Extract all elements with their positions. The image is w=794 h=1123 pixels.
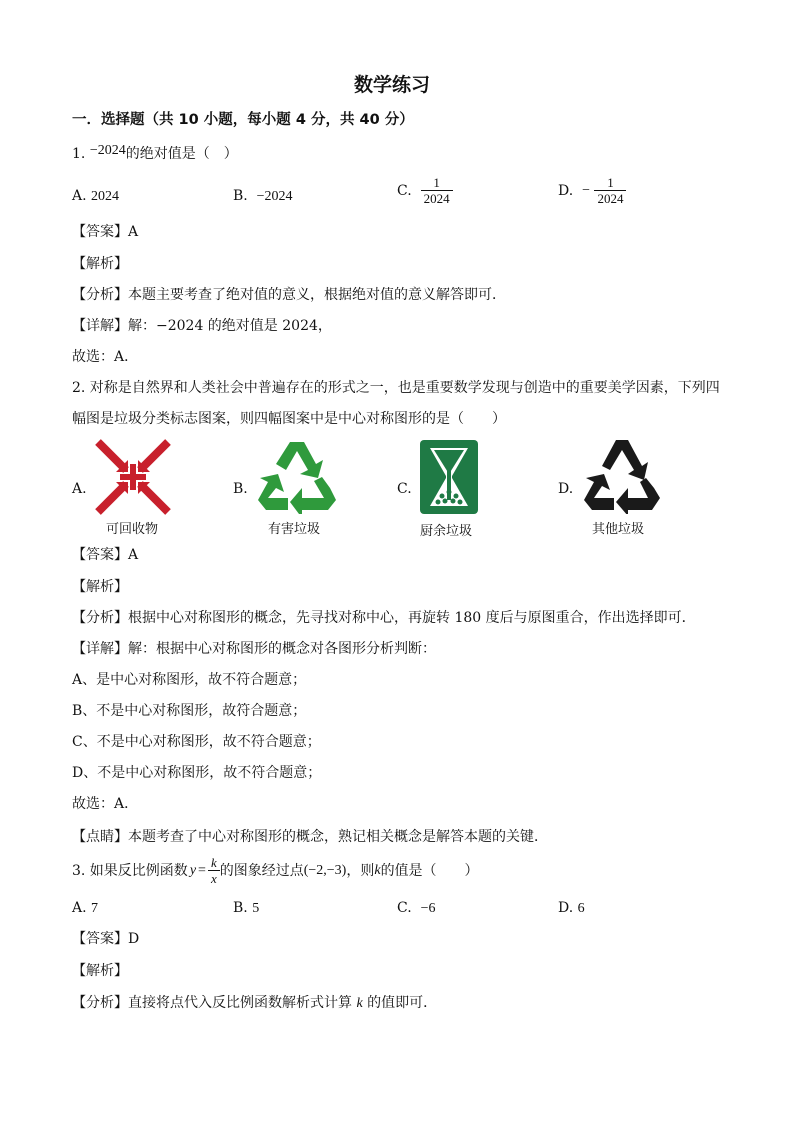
answer-line: 【答案】A [72, 547, 139, 563]
other-waste-icon [582, 436, 662, 514]
numerator: 1 [607, 175, 614, 190]
question-text: 的值是（ ） [380, 863, 479, 879]
option-b [233, 899, 259, 918]
option-a [72, 899, 98, 918]
section-heading: 一．选择题（共 10 小题，每小题 4 分，共 40 分） [72, 112, 414, 128]
hazardous-waste-icon [256, 436, 338, 514]
figure-a-label: A. [72, 481, 87, 497]
choice-text: 故选：A． [72, 349, 139, 365]
figure-a [94, 438, 172, 516]
option-value: 7 [91, 901, 99, 916]
figure-b-label: B. [233, 481, 248, 497]
analysis-item: C、不是中心对称图形，故不符合题意； [72, 734, 321, 750]
question-3-stem [72, 856, 479, 886]
fraction [208, 856, 220, 886]
detail-text: 【详解】解：根据中心对称图形的概念对各图形分析判断： [72, 641, 436, 657]
figure-b [256, 436, 338, 514]
option-label: C. [397, 900, 412, 916]
question-text: 的图象经过点 [219, 863, 304, 879]
equals-sign: = [198, 863, 206, 878]
choice-text: 故选：A． [72, 796, 139, 812]
analysis-text: 【分析】根据中心对称图形的概念，先寻找对称中心，再旋转 180 度后与原图重合，作出选择即可． [72, 610, 696, 626]
question-text: 的绝对值是（ ） [125, 146, 238, 162]
kitchen-waste-icon [418, 438, 480, 516]
figure-b-caption: 有害垃圾 [268, 522, 321, 537]
option-label: A. [72, 188, 87, 204]
option-value: 2024 [91, 189, 120, 204]
question-text: 3. 如果反比例函数 [72, 863, 188, 879]
option-d [558, 899, 585, 918]
comment-text: 【点睛】本题考查了中心对称图形的概念，熟记相关概念是解答本题的关键． [72, 829, 548, 845]
figure-d [582, 436, 662, 514]
answer-line: 【答案】D [72, 931, 140, 947]
analysis-text: 【分析】本题主要考查了绝对值的意义，根据绝对值的意义解答即可． [72, 287, 506, 303]
figure-c-label: C. [397, 481, 412, 497]
option-label: C. [397, 183, 412, 199]
option-value: −2024 [256, 189, 293, 204]
denominator: 2024 [594, 190, 626, 206]
option-value: 6 [577, 901, 585, 916]
numerator: k [210, 855, 217, 870]
variable-y: y [189, 863, 197, 878]
variable-k: k [356, 996, 363, 1011]
option-c [397, 176, 453, 206]
analysis-item: A、是中心对称图形，故不符合题意； [72, 672, 307, 688]
fraction [594, 176, 626, 206]
figure-c [418, 438, 480, 516]
option-label: A. [72, 900, 87, 916]
question-2-stem-line-1: 2. 对称是自然界和人类社会中普遍存在的形式之一，也是重要数学发现与创造中的重要美学因素，下列四 [72, 380, 720, 396]
analysis-item: B、不是中心对称图形，故符合题意； [72, 703, 307, 719]
analysis-text-part: 的值即可． [367, 995, 438, 1011]
math-expression: −2024 [89, 143, 126, 158]
denominator: 2024 [421, 190, 453, 206]
answer-line: 【答案】A [72, 224, 139, 240]
question-text: ，则 [346, 863, 375, 879]
denominator: x [208, 870, 220, 886]
option-label: D. [558, 183, 574, 199]
analysis-text [72, 994, 437, 1013]
detail-text: 【详解】解：−2024 的绝对值是 2024， [72, 318, 332, 334]
point-coordinates: (−2,−3) [303, 863, 347, 878]
figure-d-label: D. [558, 481, 574, 497]
figure-d-caption: 其他垃圾 [592, 522, 645, 537]
analysis-heading: 【解析】 [72, 963, 128, 979]
option-a [72, 187, 119, 206]
numerator: 1 [433, 175, 440, 190]
question-number: 1. [72, 146, 86, 162]
question-1-stem [72, 145, 238, 164]
fraction [421, 176, 453, 206]
figure-a-caption: 可回收物 [106, 522, 159, 537]
figure-c-caption: 厨余垃圾 [420, 524, 473, 539]
option-b [233, 187, 293, 206]
analysis-item: D、不是中心对称图形，故不符合题意； [72, 765, 322, 781]
recyclable-icon [94, 438, 172, 516]
option-d [558, 176, 626, 206]
option-label: B. [233, 900, 248, 916]
analysis-text-part: 【分析】直接将点代入反比例函数解析式计算 [72, 995, 352, 1011]
option-label: B. [233, 188, 248, 204]
question-2-stem-line-2: 幅图是垃圾分类标志图案，则四幅图案中是中心对称图形的是（ ） [72, 411, 506, 427]
option-c [397, 899, 435, 918]
option-label: D. [558, 900, 574, 916]
minus-sign: − [582, 183, 590, 198]
analysis-heading: 【解析】 [72, 579, 128, 595]
analysis-heading: 【解析】 [72, 256, 128, 272]
page-title: 数学练习 [354, 74, 431, 96]
variable-k: k [374, 863, 381, 878]
option-value: −6 [420, 901, 436, 916]
option-value: 5 [252, 901, 260, 916]
